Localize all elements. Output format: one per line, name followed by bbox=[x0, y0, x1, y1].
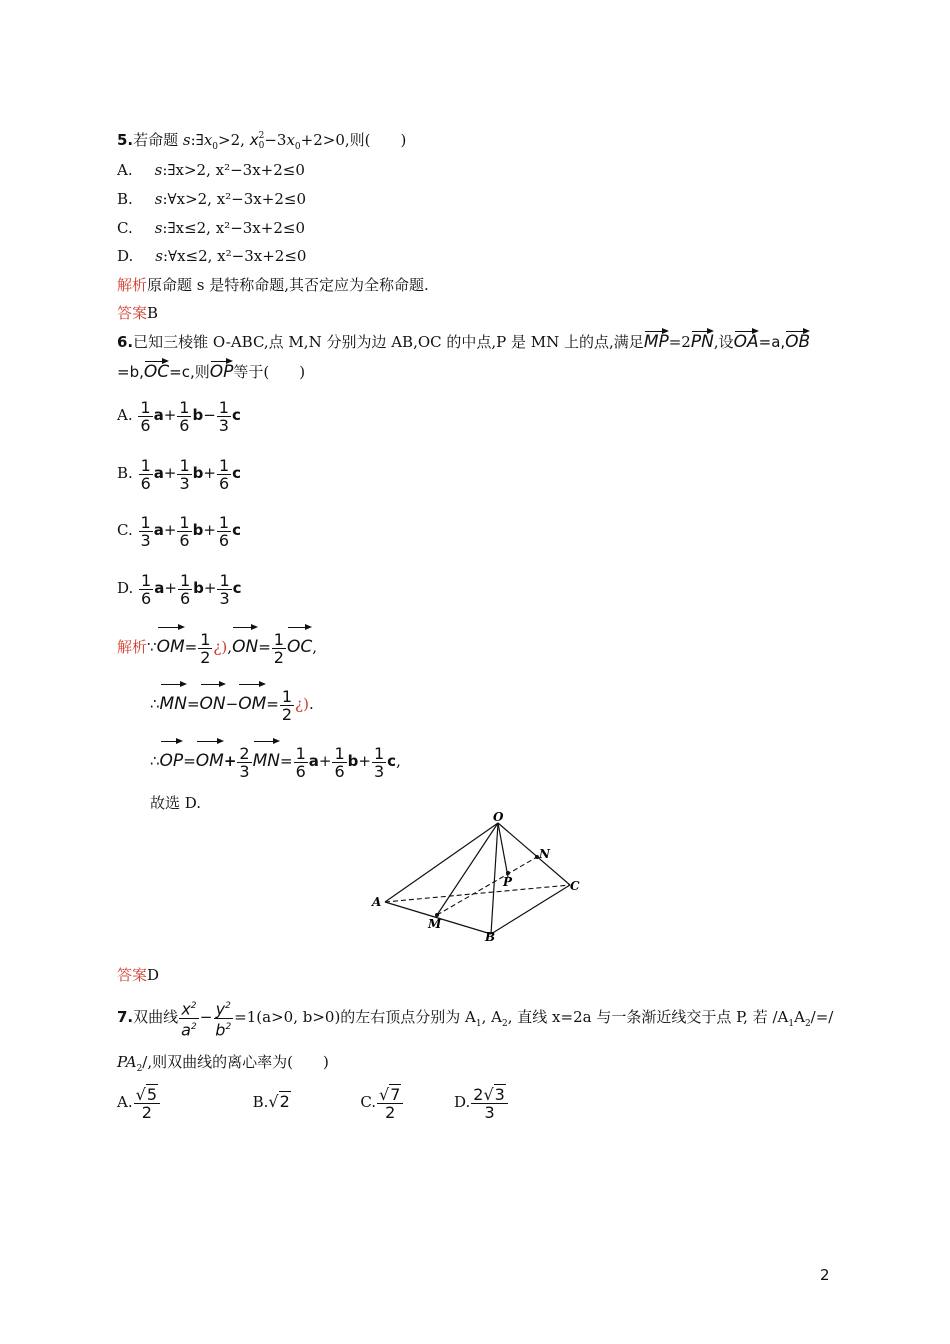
equals: = bbox=[258, 638, 271, 656]
answer-value: D bbox=[147, 966, 160, 984]
q6-option-b: B. $\frac{1}{6}$ a+ $\frac{1}{3}$ b+ $\frac{1}{6}$ c bbox=[117, 455, 242, 493]
option-label: D. bbox=[117, 579, 134, 597]
fraction-half: $\frac{1}{2}$ bbox=[200, 629, 211, 667]
option-label: C. bbox=[117, 219, 133, 237]
fraction-half: $\frac{1}{2}$ bbox=[281, 686, 293, 724]
q6-eqb: =b, bbox=[117, 363, 144, 381]
q6-option-c: C. $\frac{1}{3}$ a+ $\frac{1}{6}$ b+ $\frac{1}{6}$ c bbox=[117, 512, 241, 550]
fraction-sqrt5-2: $\frac{√5}{2}$ bbox=[134, 1086, 160, 1121]
q6-eqa: =a, bbox=[758, 333, 786, 351]
vector-op: OP bbox=[210, 358, 234, 382]
fraction: $\frac{1}{3}$ bbox=[218, 397, 229, 435]
label-b: B bbox=[485, 930, 496, 944]
q5-sup2: 2 bbox=[258, 131, 265, 141]
q6-stem-text: 已知三棱锥 O-ABC,点 M,N 分别为边 AB,OC 的中点,P 是 MN 上的点,满足 bbox=[133, 333, 644, 351]
q5-gt2: >2, bbox=[218, 131, 250, 149]
tetrahedron-figure bbox=[365, 810, 590, 945]
option-body: :∀x>2, x²−3x+2≤0 bbox=[162, 190, 306, 208]
q5-x0: x bbox=[203, 131, 213, 149]
fraction-sqrt7-2: $\frac{√7}{2}$ bbox=[377, 1086, 403, 1121]
q7-option-b: B.√2 bbox=[252, 1092, 290, 1111]
because-symbol: ∵ bbox=[147, 638, 157, 656]
q7-stem-line1: 7.双曲线 $\frac{x^2}{a^2}$ − $\frac{y^2}{b^2}$ =1(a>0, b>0)的左右顶点分别为 $A_1$, $A_2$, 直线 x=2a 与一条渐近线交于点 P, 若 $/A_1A_2/=/$ bbox=[117, 999, 834, 1039]
fraction: $\frac{1}{6}$ bbox=[334, 743, 345, 781]
option-label: D. bbox=[117, 247, 134, 265]
q6-stem-line1 bbox=[117, 328, 810, 352]
vector-mn: MN bbox=[160, 681, 187, 723]
q5-minus3: −3 bbox=[264, 131, 287, 149]
fraction: $\frac{1}{6}$ bbox=[218, 455, 230, 493]
q7-tail: /,则双曲线的离心率为( ) bbox=[142, 1053, 329, 1071]
q6-number: 6. bbox=[117, 333, 134, 351]
q6-option-d: D. $\frac{1}{6}$ a+ $\frac{1}{6}$ b+ $\frac{1}{3}$ c bbox=[117, 570, 242, 608]
edge-ao bbox=[385, 823, 498, 902]
q6-tail: 等于( ) bbox=[233, 363, 306, 381]
therefore-symbol: ∴ bbox=[150, 695, 160, 713]
q6-set: ,设 bbox=[713, 333, 734, 351]
label-c: C bbox=[570, 879, 580, 893]
therefore-symbol: ∴ bbox=[150, 752, 160, 770]
option-label: A. bbox=[117, 161, 133, 179]
q5-option-c bbox=[117, 218, 305, 238]
q5-exists: :∃ bbox=[190, 131, 204, 149]
q5-answer bbox=[117, 303, 158, 323]
q7-title: 双曲线 bbox=[133, 1008, 179, 1026]
label-m: M bbox=[428, 917, 442, 931]
q7-number: 7. bbox=[117, 1008, 134, 1026]
equals: = bbox=[279, 752, 293, 770]
fraction-two-thirds: $\frac{2}{3}$ bbox=[239, 743, 250, 781]
fraction: $\frac{1}{3}$ bbox=[179, 455, 190, 493]
vector-oa: OA bbox=[734, 328, 759, 352]
q6-analysis-line2 bbox=[150, 681, 314, 723]
vector-om: OM bbox=[157, 624, 185, 666]
option-label: C. bbox=[117, 521, 133, 539]
label-n: N bbox=[539, 847, 550, 861]
option-s: s bbox=[154, 161, 163, 179]
glitch-char: ¿) bbox=[213, 638, 228, 656]
q7-option-c: C. $\frac{√7}{2}$ bbox=[360, 1093, 404, 1111]
option-body: :∃x≤2, x²−3x+2≤0 bbox=[162, 219, 305, 237]
fraction-half: $\frac{1}{2}$ bbox=[273, 629, 284, 667]
fraction: $\frac{1}{6}$ bbox=[218, 512, 230, 550]
vector-pn: PN bbox=[691, 328, 714, 352]
q7-option-a: A. $\frac{√5}{2}$ bbox=[117, 1093, 161, 1111]
q5-stem-tail: +2>0,则( ) bbox=[300, 131, 407, 149]
q5-option-b bbox=[117, 189, 306, 209]
label-o: O bbox=[493, 810, 504, 824]
edge-om bbox=[437, 823, 498, 915]
page-number: 2 bbox=[820, 1266, 830, 1284]
analysis-text: 原命题 s 是特称命题,其否定应为全称命题. bbox=[147, 276, 429, 294]
q6-analysis-line1 bbox=[117, 624, 317, 666]
fraction: $\frac{1}{6}$ bbox=[179, 397, 190, 435]
q5-option-a bbox=[117, 160, 305, 180]
q5-sub0c: 0 bbox=[294, 142, 301, 152]
option-s: s bbox=[154, 190, 163, 208]
edge-ob bbox=[491, 823, 498, 934]
answer-value: B bbox=[147, 304, 159, 322]
segment-mn-hidden bbox=[437, 857, 537, 915]
fraction-x2-a2: $\frac{x^2}{a^2}$ bbox=[181, 999, 197, 1039]
q5-option-d bbox=[117, 246, 306, 266]
analysis-label: 解析 bbox=[117, 276, 148, 294]
vector-oc: OC bbox=[287, 624, 312, 666]
q7-pa: PA bbox=[117, 1053, 137, 1071]
fraction: $\frac{1}{3}$ bbox=[373, 743, 385, 781]
fraction: $\frac{1}{6}$ bbox=[295, 743, 306, 781]
vector-om: OM bbox=[196, 738, 224, 780]
vector-mp: MP bbox=[644, 328, 669, 352]
q5-s: s bbox=[182, 131, 191, 149]
option-s: s bbox=[154, 219, 163, 237]
q5-analysis bbox=[117, 275, 429, 295]
q7-stem-line2: $PA_2/$,则双曲线的离心率为( ) bbox=[117, 1053, 329, 1074]
comma: , bbox=[227, 638, 233, 656]
option-body: :∃x>2, x²−3x+2≤0 bbox=[162, 161, 305, 179]
vector-om: OM bbox=[238, 681, 266, 723]
q7-options bbox=[117, 1080, 509, 1124]
option-label: A. bbox=[117, 406, 133, 424]
fraction: $\frac{1}{6}$ bbox=[140, 397, 151, 435]
option-body: :∀x≤2, x²−3x+2≤0 bbox=[162, 247, 307, 265]
equals: = bbox=[184, 638, 198, 656]
fraction-2sqrt3-3: $\frac{2√3}{3}$ bbox=[471, 1086, 508, 1121]
answer-label: 答案 bbox=[117, 966, 148, 984]
q5-sub0b: 0 bbox=[258, 141, 265, 151]
comma: , bbox=[312, 638, 317, 656]
fraction: $\frac{1}{6}$ bbox=[140, 455, 151, 493]
q6-analysis-line3: ∴OP=OM+ $\frac{2}{3}$ MN= $\frac{1}{6}$ a+ $\frac{1}{6}$ b+ $\frac{1}{3}$ c, bbox=[150, 738, 401, 780]
equals: = bbox=[183, 752, 196, 770]
glitch-char: ¿) bbox=[295, 695, 309, 713]
q5-sub0: 0 bbox=[212, 142, 219, 152]
label-a: A bbox=[372, 895, 382, 909]
q5-stem-text: 若命题 bbox=[133, 131, 183, 149]
plus: + bbox=[223, 752, 237, 770]
q6-answer bbox=[117, 965, 159, 985]
answer-label: 答案 bbox=[117, 304, 148, 322]
fraction: $\frac{1}{3}$ bbox=[140, 512, 151, 550]
q5-x0b: x bbox=[286, 131, 295, 149]
vector-ob: OB bbox=[785, 328, 810, 352]
analysis-label: 解析 bbox=[117, 638, 148, 656]
period: . bbox=[308, 695, 314, 713]
equals: = bbox=[186, 695, 200, 713]
minus: − bbox=[225, 695, 239, 713]
fraction-y2-b2: $\frac{y^2}{b^2}$ bbox=[215, 999, 232, 1039]
q6-eq2: =2 bbox=[668, 333, 691, 351]
option-s: s bbox=[155, 247, 163, 265]
q7-option-d: D. $\frac{2√3}{3}$ bbox=[454, 1093, 509, 1111]
q6-eqc: =c,则 bbox=[169, 363, 210, 381]
equals: = bbox=[266, 695, 279, 713]
q6-stem-line2 bbox=[117, 358, 305, 382]
q5-number: 5. bbox=[117, 131, 134, 149]
edge-cb bbox=[491, 885, 570, 934]
option-label: B. bbox=[117, 464, 133, 482]
q5-x0-squared: x bbox=[249, 131, 259, 149]
vector-mn: MN bbox=[253, 738, 280, 780]
q6-option-a: A. $\frac{1}{6}$ a+ $\frac{1}{6}$ b− $\frac{1}{3}$ c bbox=[117, 397, 241, 435]
vector-on: ON bbox=[232, 624, 258, 666]
fraction: $\frac{1}{3}$ bbox=[219, 570, 230, 608]
fraction: $\frac{1}{6}$ bbox=[179, 512, 190, 550]
edge-ac-hidden bbox=[385, 885, 570, 902]
vector-oc: OC bbox=[144, 358, 169, 382]
option-label: B. bbox=[117, 190, 133, 208]
q7-cond: =1(a>0, b>0)的左右顶点分别为 A bbox=[234, 1008, 476, 1026]
fraction: $\frac{1}{6}$ bbox=[179, 570, 191, 608]
vector-on: ON bbox=[200, 681, 226, 723]
label-p: P bbox=[503, 875, 513, 889]
q6-choose: 故选 D. bbox=[150, 794, 202, 812]
fraction: $\frac{1}{6}$ bbox=[141, 570, 152, 608]
vector-op: OP bbox=[160, 738, 184, 780]
q5-stem bbox=[117, 130, 406, 157]
